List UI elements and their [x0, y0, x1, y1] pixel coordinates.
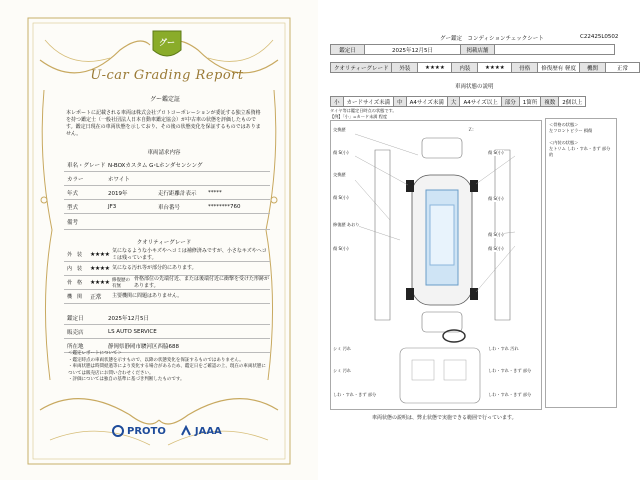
vehicle-model-row	[64, 200, 270, 214]
damage-label-5: 修復歴 あおり	[333, 222, 360, 227]
condition-panel-title: 車両状態の説明	[455, 84, 494, 90]
model-label: 型式	[67, 204, 79, 211]
damage-label-4: 傷 S(小)	[333, 195, 349, 200]
vehicle-year-row	[64, 186, 270, 200]
appraisal-date-row	[64, 311, 270, 325]
sheet-date-value: 2025年12月5日	[365, 45, 461, 55]
grade-label: 外 装	[67, 252, 83, 258]
interior-label-5: しわ・すれ・きず 部分	[333, 392, 377, 397]
sheet-qg-key: 外装	[392, 63, 418, 73]
grade-row	[64, 290, 270, 304]
damage-label-10: 傷 S(小)	[488, 232, 504, 237]
shop-row	[64, 325, 270, 339]
grading-report-certificate	[0, 0, 318, 480]
size-legend-value: 1箇所	[519, 97, 541, 107]
shop-label: 販売店	[67, 329, 84, 336]
appraisal-info-table	[64, 311, 270, 353]
mileage-label: 走行距離計表示	[158, 190, 197, 197]
legend-note: タイヤ等は鑑定日時点の状態です。 【例】「小」=カード未満 程度	[330, 108, 397, 119]
damage-label-1: 交換歴	[333, 127, 346, 132]
model-value: JF3	[108, 203, 117, 210]
sheet-qg-label: クオリティーグレード	[331, 63, 392, 73]
size-legend-key: 複数	[541, 97, 559, 107]
grade-stars: ★★★★	[90, 279, 110, 286]
note-label: 備考	[67, 219, 79, 226]
vehicle-name-row	[64, 158, 270, 172]
size-legend-table	[330, 96, 586, 107]
interior-label-4: しわ・すれ・きず 部分	[488, 368, 532, 373]
grade-label: 内 装	[67, 266, 83, 272]
sheet-date-label: 鑑定日	[331, 45, 365, 55]
grade-sub-label: 修復歴の有無	[112, 277, 130, 289]
damage-label-11: 傷 S(小)	[488, 246, 504, 251]
sheet-qg-value: 正常	[606, 63, 640, 73]
jaaa-logo-text: JAAA	[194, 425, 222, 437]
report-notes: ＜鑑定レポートについて＞ ・鑑定時点の車両状態を示すもので、以降の状態変化を保証するものではありません。 ・車両状態は時間経過等により変化する場合があるため、鑑定日をご確認の上、現在の車両状態については販売店にお問い合わせください。 ・評価については独自の基準に基づき判断したものです。	[68, 351, 266, 382]
grade-label: 骨 格	[67, 280, 83, 286]
sheet-qg-key: 骨格	[512, 63, 538, 73]
grade-description: 骨格部位の先端付近、または後端付近に衝撃を受けた形跡があります。	[134, 276, 270, 289]
color-value: ホワイト	[108, 176, 130, 183]
interior-label-3: しわ・すれ 汚れ	[488, 346, 519, 351]
sheet-qg-value: ★★★★	[478, 63, 512, 73]
sheet-footer-note: 車両状態の説明は、弊止状態で実施できる範囲で行っています。	[372, 415, 517, 421]
report-title: U-car Grading Report	[90, 68, 244, 83]
interior-label-1: シミ 汚れ	[333, 346, 352, 351]
color-label: カラー	[67, 176, 84, 183]
sheet-qg-value: 修復歴有 軽度	[538, 63, 580, 73]
size-legend-key: 中	[394, 97, 407, 107]
quality-grade-table	[64, 248, 270, 304]
size-legend-value: カードサイズ未満	[343, 97, 394, 107]
shop-value: LS AUTO SERVICE	[108, 328, 157, 335]
interior-label-2: シミ 汚れ	[333, 368, 352, 373]
quality-section-title: クオリティーグレード	[136, 240, 192, 246]
chassis-value: ********760	[208, 203, 241, 210]
grade-description: 気になるような小キズやヘコミは補修済みですが、小さなキズやヘコミは残っています。	[112, 248, 267, 261]
jaaa-logo	[180, 425, 222, 437]
sheet-qg-key: 内装	[452, 63, 478, 73]
size-legend-key: 大	[447, 97, 460, 107]
vehicle-name-value: N-BOXカスタム G･Lホンダセンシング	[108, 162, 203, 169]
damage-label-8: 傷 S(小)	[488, 150, 504, 155]
address-label: 所在地	[67, 343, 84, 350]
appraisal-date-label: 鑑定日	[67, 315, 84, 322]
proto-logo-text: PROTO	[127, 425, 166, 437]
damage-label-7: Ｚ:	[468, 127, 474, 132]
grade-row	[64, 262, 270, 276]
goo-appraisal-badge-icon	[150, 28, 184, 62]
grade-description: 主要機関に問題はありません。	[112, 293, 183, 300]
svg-text:グー: グー	[159, 38, 175, 47]
mileage-value: *****	[208, 189, 222, 196]
grade-row	[64, 276, 270, 290]
year-label: 年式	[67, 190, 79, 197]
sheet-code: C22425L0502	[580, 34, 619, 40]
proto-logo	[112, 425, 166, 437]
damage-label-6: 傷 S(小)	[333, 246, 349, 251]
size-legend-key: 部分	[501, 97, 519, 107]
vehicle-info-table	[64, 158, 270, 230]
chassis-label: 車台番号	[158, 204, 181, 211]
sheet-shop-label: 掲載店舗	[461, 45, 495, 55]
interior-label-6: しわ・すれ・きず 部分	[488, 392, 532, 397]
grade-description: 気になる汚れ等が部分的にあります。	[112, 265, 197, 272]
sheet-qg-key: 機関	[580, 63, 606, 73]
proto-mark-icon	[112, 425, 124, 437]
grade-label: 機 関	[67, 294, 83, 300]
vehicle-section-title: 車両請求内容	[147, 150, 181, 156]
jaaa-mark-icon	[180, 425, 192, 437]
vehicle-color-row	[64, 172, 270, 186]
report-subtitle: グー鑑定証	[149, 96, 180, 103]
grade-stars: ★★★★	[90, 265, 110, 272]
grade-stars: ★★★★	[90, 251, 110, 258]
damage-label-9: 傷 S(小)	[488, 196, 504, 201]
vehicle-name-label: 車名・グレード	[67, 162, 106, 169]
report-intro: 本レポートに記載される車両は株式会社プロトコーポレーションが委託する独立系資格を持つ鑑定士（一般社団法人日本自動車鑑定協会）が中古車の状態を評価したものです。鑑定日現在の車両状態を示しており、その後の状態変化を保証するものではありません。	[66, 110, 261, 137]
vehicle-damage-diagram	[330, 120, 542, 410]
year-value: 2019年	[108, 190, 128, 197]
appraisal-date-value: 2025年12月5日	[108, 315, 149, 322]
sheet-date-table	[330, 44, 615, 55]
grade-stars: 正常	[90, 294, 102, 301]
condition-description: ＜骨格の状態＞ 左フロントピラー 損傷 ＜内装の状態＞ 左トリム しわ・すれ・きず 部分的	[545, 118, 617, 408]
damage-label-3: 交換歴	[333, 172, 346, 177]
sheet-qg-value: ★★★★	[418, 63, 452, 73]
vehicle-note-row	[64, 214, 270, 230]
grade-row	[64, 248, 270, 262]
sheet-title: グー鑑定 コンディションチェックシート	[440, 36, 544, 42]
size-legend-key: 小	[331, 97, 344, 107]
size-legend-value: 2個以上	[559, 97, 586, 107]
address-value: 静岡県静岡市駿河区西脇688	[108, 343, 179, 350]
size-legend-value: A4サイズ以上	[460, 97, 501, 107]
logo-strip	[112, 425, 242, 437]
size-legend-value: A4サイズ未満	[406, 97, 447, 107]
sheet-quality-grade-table	[330, 62, 640, 73]
damage-label-2: 傷 S(小)	[333, 150, 349, 155]
